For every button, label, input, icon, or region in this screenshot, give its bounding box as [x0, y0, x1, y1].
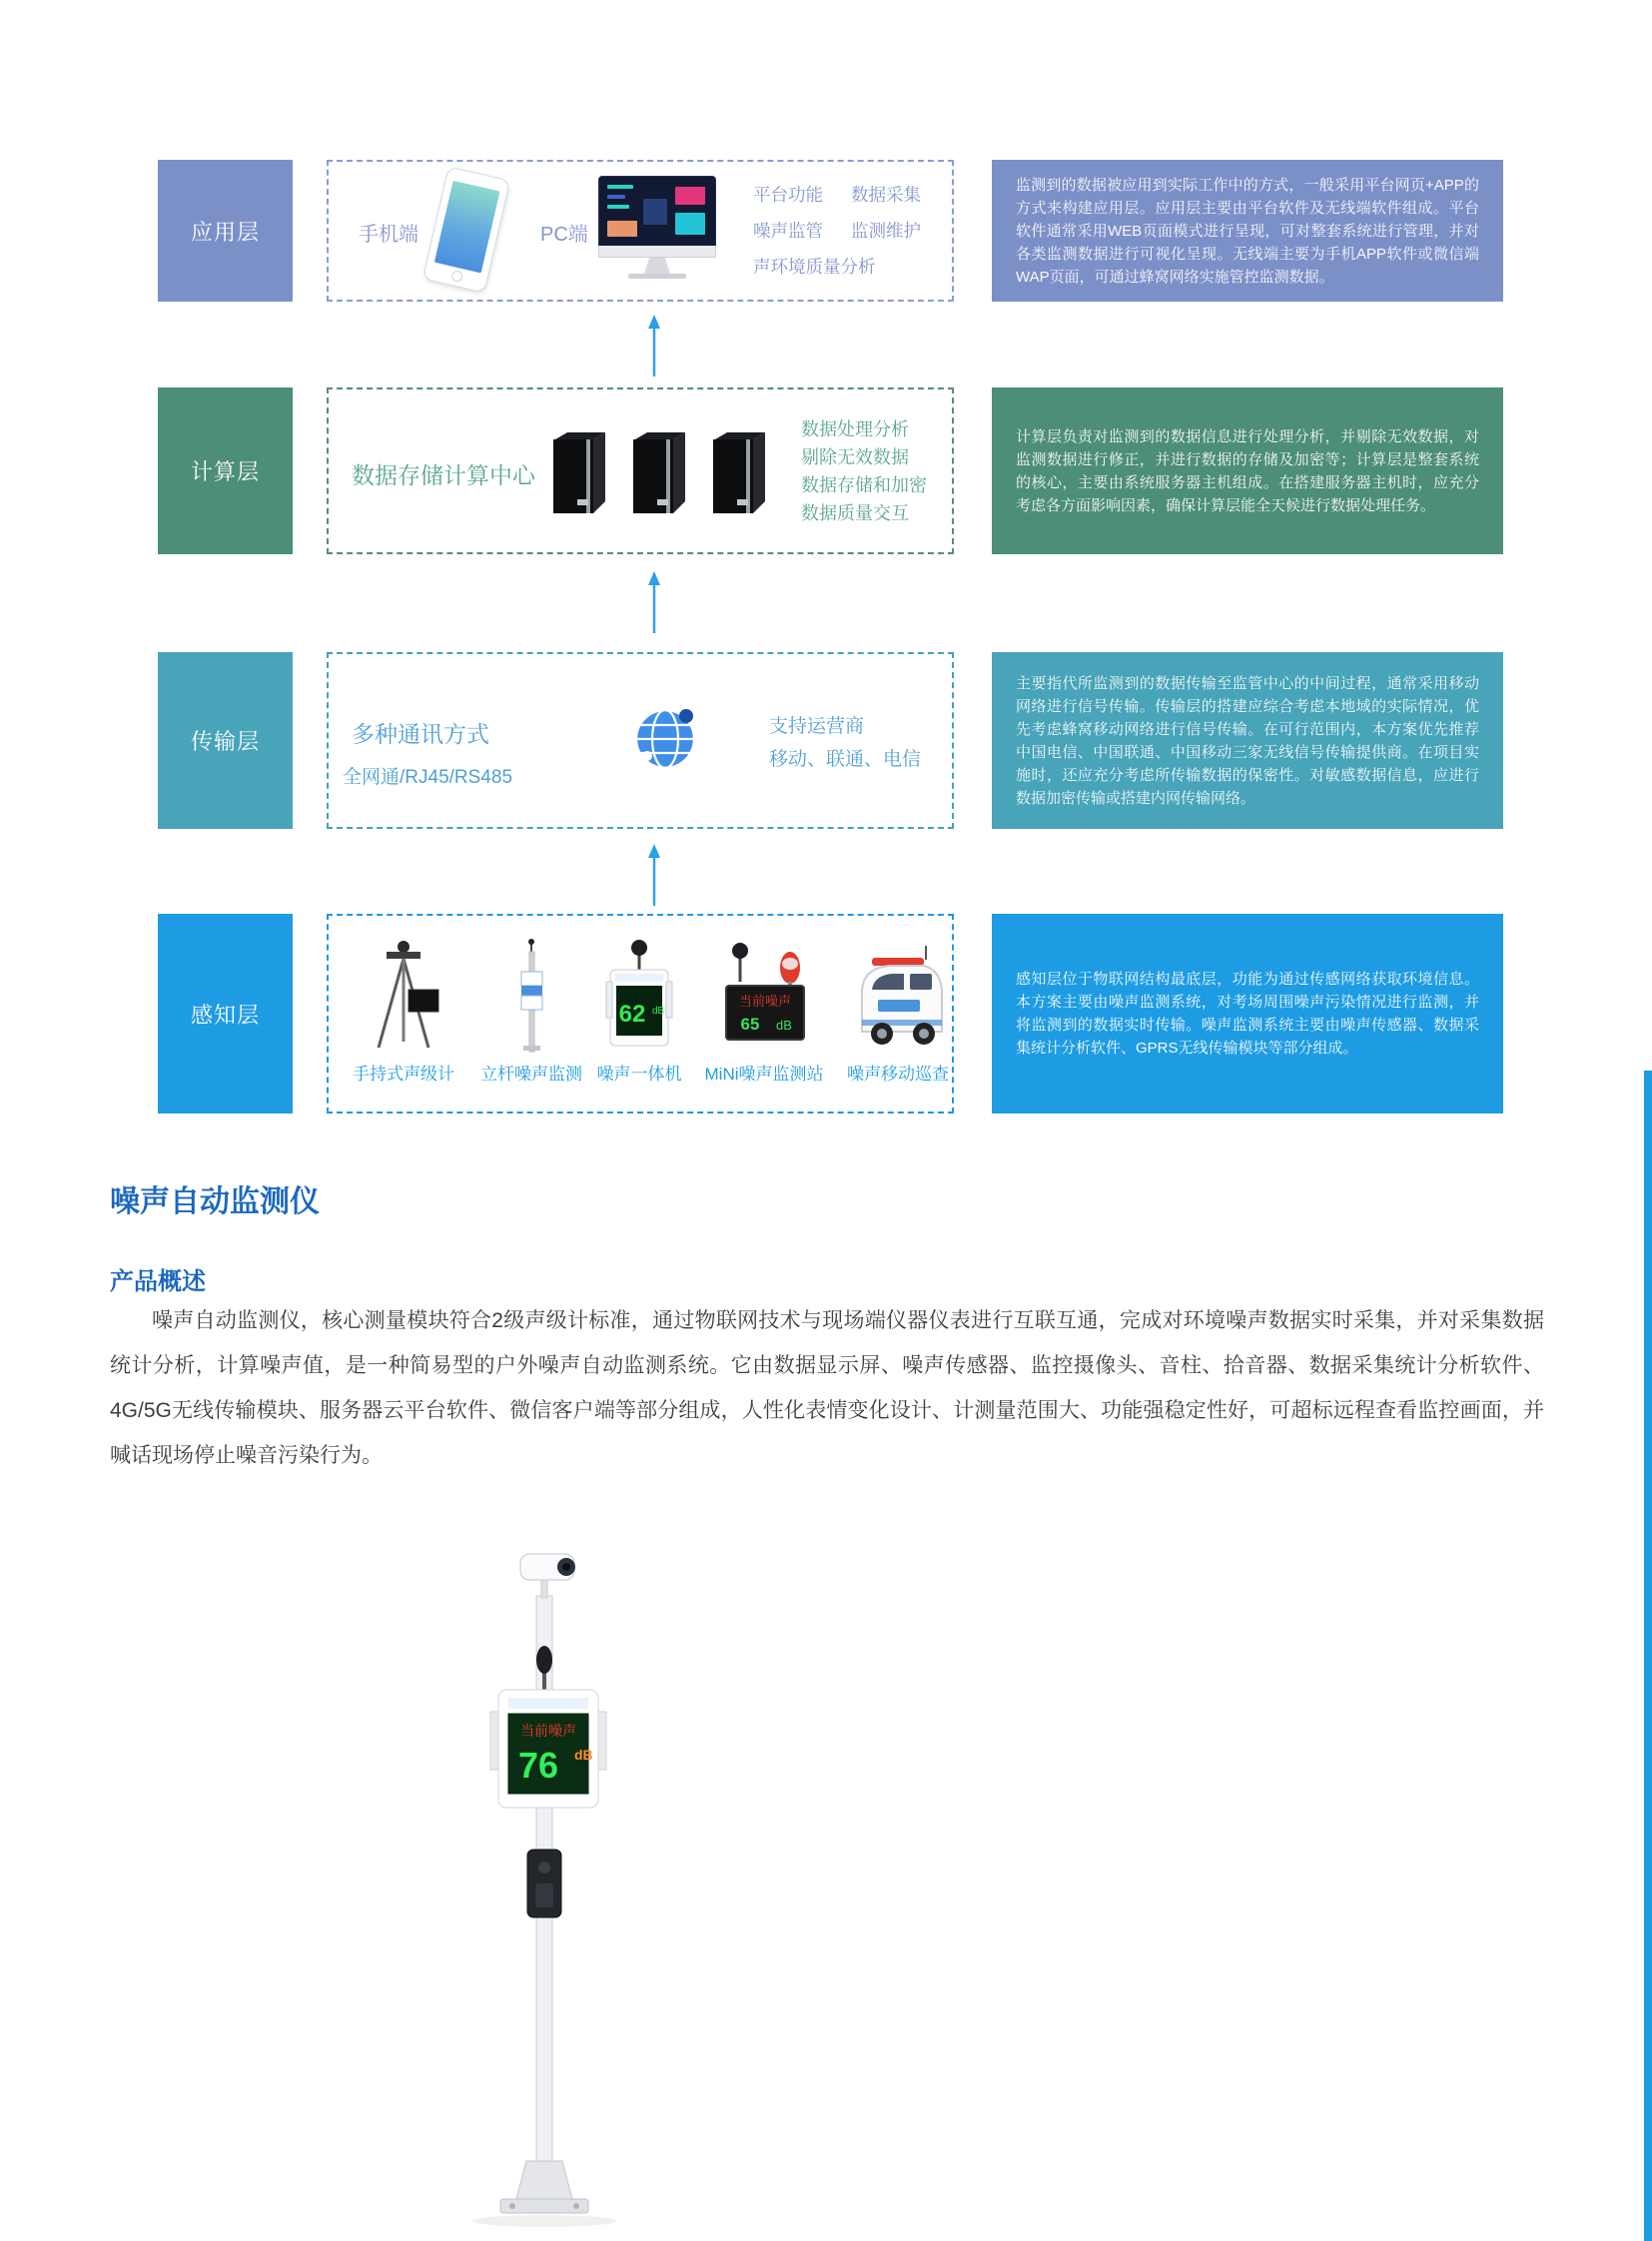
layer-label-text: 感知层 — [190, 1002, 260, 1028]
server-tower-icon — [549, 429, 611, 517]
feature-item: 声环境质量分析 — [753, 257, 876, 277]
product-overview-paragraph: 噪声自动监测仪，核心测量模块符合2级声级计标准，通过物联网技术与现场端仪器仪表进行互联互通，完成对环境噪声数据实时采集，并对采集数据统计分析，计算噪声值，是一种简易型的户外噪声自动监测系统。它由数据显示屏、噪声传感器、监控摄像头、音柱、拾音器、数据采集统计分析软件、4G/5G无线传输模块、服务器云平台软件、微信客户端等部分组成，人性化表情变化设计、计测量范围大、功能强稳定性好，可超标远程查看监控画面，并喊话现场停止噪音污染行为。 — [110, 1309, 1544, 1467]
device-label: 立杆噪声监测 — [480, 1065, 582, 1084]
mini-display-caption: 当前噪声 — [738, 994, 792, 1009]
screen-blip — [675, 187, 705, 205]
integrated-display-unit: dB — [652, 1006, 665, 1017]
globe-network-icon — [632, 704, 700, 772]
layer-description-transmission — [992, 652, 1503, 829]
layer-description-application — [992, 160, 1503, 302]
carrier-title: 支持运营商 — [769, 716, 865, 737]
smartphone-icon — [422, 166, 510, 293]
comm-mode-subtitle: 全网通/RJ45/RS485 — [343, 767, 513, 788]
device-pole-monitor — [469, 936, 593, 1085]
screen-blip — [607, 185, 633, 189]
noise-monitor-pole-image — [395, 1550, 694, 2239]
integrated-noise-monitor-icon — [584, 938, 694, 1054]
device-label: 手持式声级计 — [353, 1065, 454, 1084]
feature-item: 数据采集 — [851, 185, 921, 205]
layer-content-application — [327, 160, 954, 302]
application-feature-list — [753, 182, 921, 279]
layer-label-transmission — [158, 652, 293, 829]
layer-content-perception — [327, 914, 954, 1114]
device-mini-station — [702, 936, 826, 1085]
page-edge-accent — [1644, 1071, 1652, 2241]
layer-row-computing — [0, 387, 1652, 554]
layer-description-perception — [992, 914, 1503, 1114]
layer-label-text: 传输层 — [190, 729, 260, 754]
up-arrow-icon — [647, 315, 661, 376]
section-heading-overview: 产品概述 — [110, 1267, 206, 1295]
pole-noise-monitor-icon — [476, 938, 586, 1054]
layer-description-computing — [992, 387, 1503, 554]
function-item: 剔除无效数据 — [801, 447, 909, 467]
layer-description-text: 监测到的数据被应用到实际工作中的方式，一般采用平台网页+APP的方式来构建应用层。应用层主要由平台软件及无线端软件组成。平台软件通常采用WEB页面模式进行呈现，可对整套系统进行管理，并对各类监测数据进行可视化呈现。无线端主要为手机APP软件或微信端WAP页面，可通过蜂窝网络实施管控监测数据。 — [1016, 176, 1479, 286]
up-arrow-icon — [647, 844, 661, 906]
function-item: 数据质量交互 — [801, 503, 909, 523]
desktop-screen — [598, 176, 716, 248]
device-handheld-meter — [342, 936, 465, 1085]
layer-label-application — [158, 160, 293, 302]
layer-content-transmission — [327, 652, 954, 829]
desktop-chin — [598, 246, 716, 258]
layer-row-perception — [0, 914, 1652, 1114]
up-arrow-icon — [647, 571, 661, 633]
pole-display-caption: 当前噪声 — [520, 1723, 576, 1739]
pole-display-unit: dB — [574, 1747, 593, 1763]
device-label: 噪声移动巡查 — [847, 1065, 949, 1084]
smartphone-home-button — [450, 270, 463, 283]
layer-content-computing — [327, 387, 954, 554]
comm-mode-title: 多种通讯方式 — [352, 721, 489, 747]
screen-blip — [675, 213, 705, 235]
integrated-display-value: 62 — [618, 1001, 646, 1028]
layer-description-text: 计算层负责对监测到的数据信息进行处理分析，并剔除无效数据，对监测数据进行修正，并进行数据的存储及加密等；计算层是整套系统的核心，主要由系统服务器主机组成。在搭建服务器主机时，应充分考虑各方面影响因素，确保计算层能全天候进行数据处理任务。 — [1016, 427, 1479, 514]
device-mobile-patrol — [836, 936, 960, 1085]
desktop-stand — [644, 258, 670, 274]
pole-noise-monitor-image — [469, 936, 593, 1054]
layer-label-text: 计算层 — [190, 459, 260, 484]
server-tower-icon — [629, 429, 691, 517]
handheld-sound-meter-image — [342, 936, 465, 1054]
feature-item: 平台功能 — [753, 185, 823, 205]
carrier-support — [769, 710, 921, 776]
smartphone-screen — [434, 181, 500, 274]
screen-blip — [607, 221, 637, 237]
pc-client-label: PC端 — [540, 224, 588, 246]
feature-item: 噪声监管 — [753, 221, 823, 241]
layer-description-text: 主要指代所监测到的数据传输至监管中心的中间过程，通常采用移动网络进行信号传输。传输层的搭建应综合考虑本地域的实际情况，优先考虑蜂窝移动网络进行信号传输。在可行范围内，本方案优先推荐中国电信、中国联通、中国移动三家无线信号传输提供商。在项目实施时，还应充分考虑所传输数据的保密性。对敏感数据信息，应进行数据加密传输或搭建内网传输网络。 — [1016, 674, 1479, 807]
device-label: 噪声一体机 — [596, 1065, 682, 1084]
layer-label-perception — [158, 914, 293, 1114]
data-center-title: 数据存储计算中心 — [352, 462, 535, 488]
screen-blip — [643, 199, 667, 225]
layer-label-computing — [158, 387, 293, 554]
product-title: 噪声自动监测仪 — [110, 1185, 320, 1219]
feature-item: 监测维护 — [851, 221, 921, 241]
desktop-monitor-icon — [598, 176, 716, 288]
integrated-noise-monitor-image — [577, 936, 701, 1054]
layer-label-text: 应用层 — [190, 219, 260, 245]
server-tower-icon — [709, 429, 771, 517]
mini-noise-station-image — [702, 936, 826, 1054]
pole-display-value: 76 — [517, 1745, 559, 1786]
mini-display-unit: dB — [776, 1018, 792, 1033]
mini-noise-station-icon — [706, 938, 822, 1054]
carrier-list: 移动、联通、电信 — [769, 749, 922, 770]
layer-row-transmission — [0, 652, 1652, 829]
function-item: 数据处理分析 — [801, 419, 909, 439]
screen-blip — [607, 205, 629, 209]
desktop-base — [628, 274, 686, 279]
computing-function-list — [801, 415, 927, 527]
function-item: 数据存储和加密 — [801, 475, 927, 495]
layer-row-application — [0, 160, 1652, 302]
noise-patrol-vehicle-icon — [838, 938, 958, 1054]
mini-display-value: 65 — [740, 1015, 760, 1034]
handheld-sound-meter-icon — [349, 938, 458, 1054]
device-integrated-monitor — [577, 936, 701, 1085]
layer-description-text: 感知层位于物联网结构最底层，功能为通过传感网络获取环境信息。本方案主要由噪声监测系统，对考场周围噪声污染情况进行监测，并将监测到的数据实时传输。噪声监测系统主要由噪声传感器、数据采集统计分析软件、GPRS无线传输模块等部分组成。 — [1016, 971, 1479, 1057]
phone-client-label: 手机端 — [359, 224, 418, 246]
device-label: MiNi噪声监测站 — [704, 1065, 824, 1084]
screen-blip — [607, 195, 625, 199]
noise-patrol-vehicle-image — [836, 936, 960, 1054]
